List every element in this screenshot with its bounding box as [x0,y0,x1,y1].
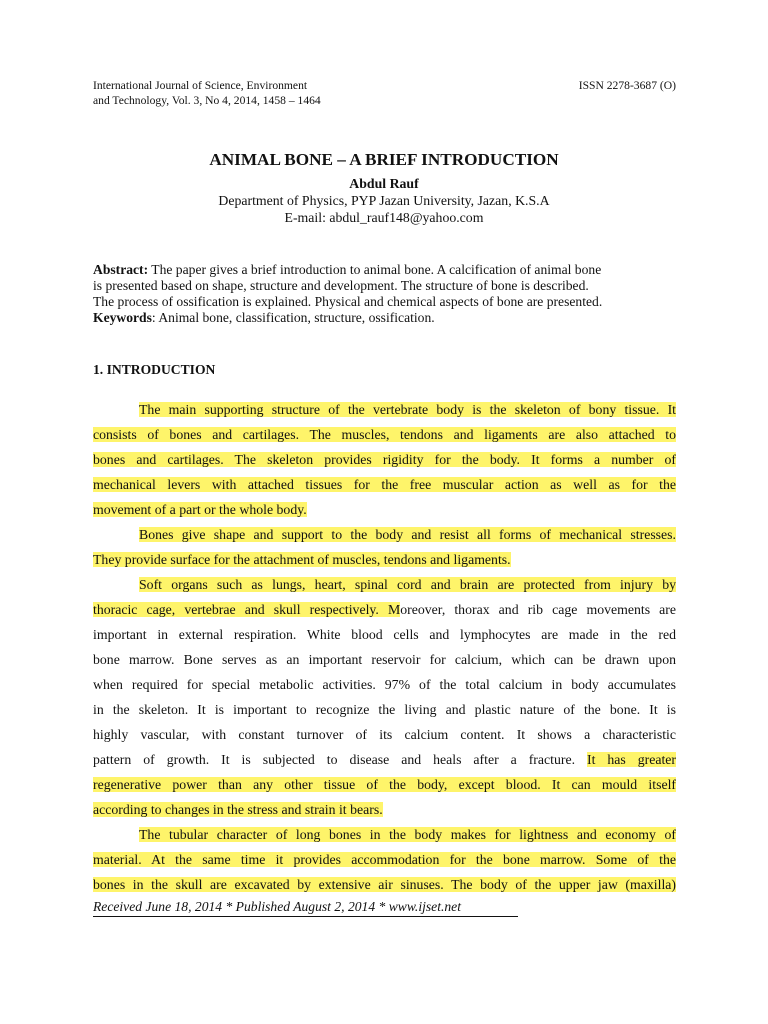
body-line [93,800,676,819]
body-line [93,750,676,769]
affiliation: Department of Physics, PYP Jazan University, Jazan, K.S.A [218,193,550,208]
highlighted-text: They provide surface for the attachment of muscles, tendons and ligaments. [93,552,511,567]
highlighted-text: The main supporting structure of the vertebrate body is the skeleton of bony tissue. It [139,402,676,417]
highlighted-text: It has greater [586,752,676,767]
journal-name-line2: and Technology, Vol. 3, No 4, 2014, 1458 – 1464 [93,94,321,107]
body-line [93,550,676,569]
plain-text: oreover, thorax and rib cage movements are [400,602,677,617]
body-line [139,525,676,544]
body-line [93,775,676,794]
highlighted-text: regenerative power than any other tissue of the body, except blood. It can mould itself [93,777,676,792]
author-name: Abdul Rauf [349,176,419,191]
author-email: E-mail: abdul_rauf148@yahoo.com [284,210,484,225]
highlighted-text: movement of a part or the whole body. [93,502,307,517]
highlighted-text: mechanical levers with attached tissues for the free muscular action as well as for the [93,477,676,492]
highlighted-text: bones and cartilages. The skeleton provides rigidity for the body. It forms a number of [93,452,676,467]
body-line [93,600,676,619]
abstract-line-3: The process of ossification is explained. Physical and chemical aspects of bone are presented. [93,294,603,309]
issn: ISSN 2278-3687 (O) [578,79,676,92]
body-line [139,825,676,844]
body-line [139,400,676,419]
section-heading: 1. INTRODUCTION [93,362,216,377]
body-line [93,875,676,894]
footer-received-published: Received June 18, 2014 * Published August 2, 2014 * www.ijset.net [93,899,461,914]
abstract-line-2: is presented based on shape, structure and development. The structure of bone is described. [93,278,589,293]
keywords-text: : Animal bone, classification, structure, ossification. [151,310,435,325]
body-line: in the skeleton. It is important to recognize the living and plastic nature of the bone. It is [93,702,676,717]
journal-name-line1: International Journal of Science, Environment [93,79,308,92]
abstract-text-1: The paper gives a brief introduction to animal bone. A calcification of animal bone [148,262,602,277]
body-line [93,500,676,519]
body-line [93,450,676,469]
body-line [93,850,676,869]
abstract-label: Abstract: [93,262,149,277]
abstract-line-1 [93,262,601,278]
highlighted-text: thoracic cage, vertebrae and skull respectively. M [93,602,401,617]
highlighted-text: consists of bones and cartilages. The muscles, tendons and ligaments are also attached to [93,427,676,442]
keywords-line [93,310,435,326]
paper-title: ANIMAL BONE – A BRIEF INTRODUCTION [209,150,559,169]
highlighted-text: according to changes in the stress and strain it bears. [93,802,383,817]
highlighted-text: bones in the skull are excavated by extensive air sinuses. The body of the upper jaw (maxilla) [93,877,676,892]
body-line [139,575,676,594]
body-line [93,475,676,494]
footer-rule [93,916,518,917]
highlighted-text: material. At the same time it provides accommodation for the bone marrow. Some of the [93,852,676,867]
highlighted-text: The tubular character of long bones in the body makes for lightness and economy of [139,827,676,842]
body-line: bone marrow. Bone serves as an important reservoir for calcium, which can be drawn upon [93,652,676,667]
highlighted-text: Soft organs such as lungs, heart, spinal cord and brain are protected from injury by [139,577,676,592]
body-line [93,425,676,444]
body-line: important in external respiration. White blood cells and lymphocytes are made in the red [93,627,676,642]
body-line: when required for special metabolic activities. 97% of the total calcium in body accumulates [93,677,676,692]
highlighted-text: Bones give shape and support to the body and resist all forms of mechanical stresses. [139,527,676,542]
keywords-label: Keywords [93,310,152,325]
body-line: highly vascular, with constant turnover of its calcium content. It shows a characteristic [93,727,676,742]
plain-text: pattern of growth. It is subjected to disease and heals after a fracture. [93,752,587,767]
